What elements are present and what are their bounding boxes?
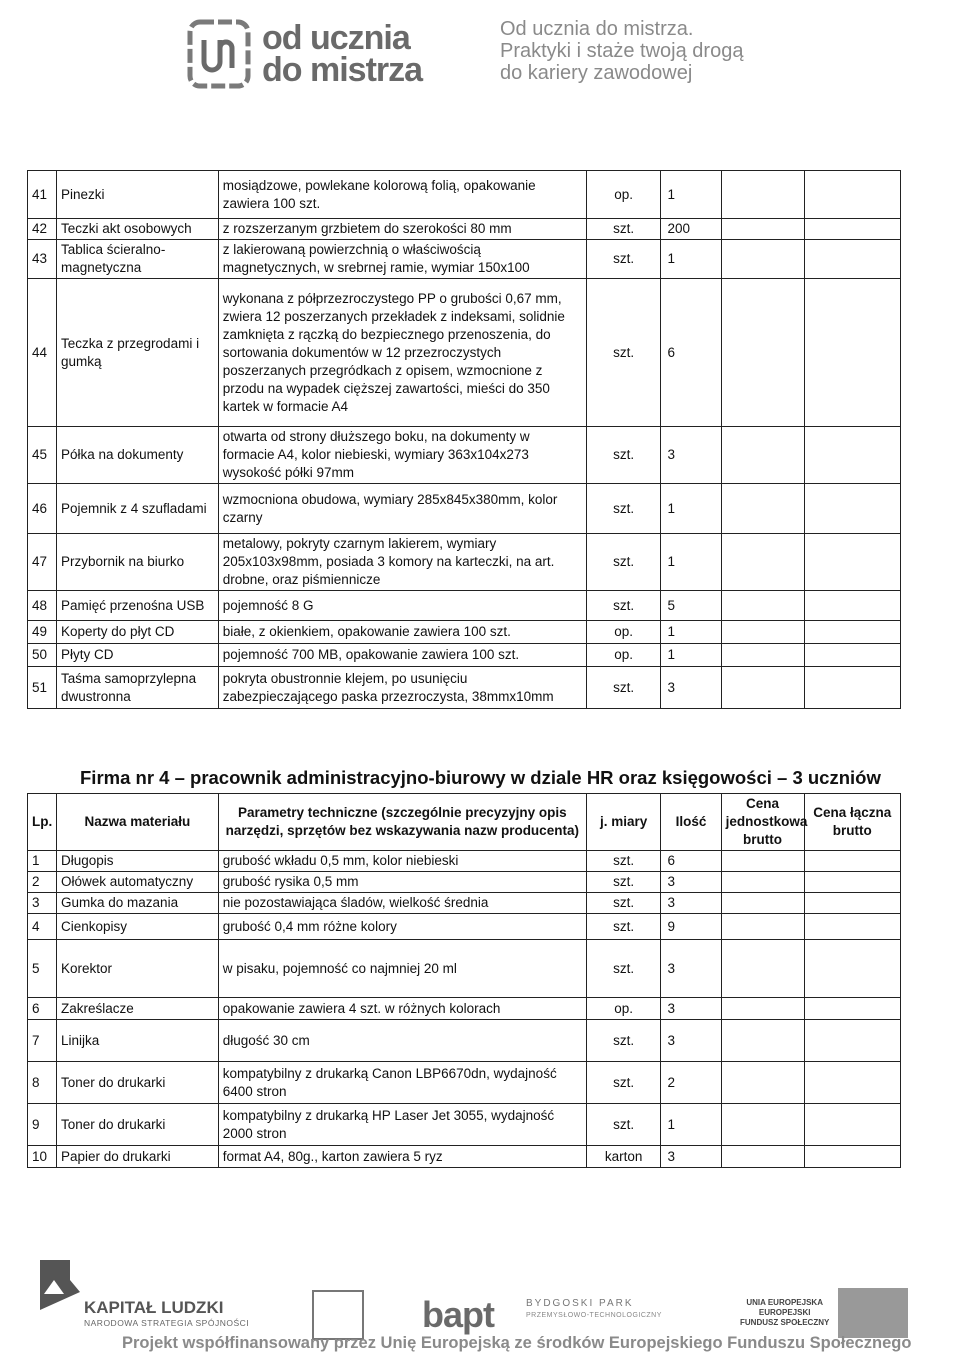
cell-lp: 45 xyxy=(28,427,57,484)
table-row xyxy=(28,998,901,1020)
table-row xyxy=(28,851,901,872)
table-row xyxy=(28,667,901,709)
cell-qty: 1 xyxy=(661,171,721,219)
table-row xyxy=(28,427,901,484)
cell-total xyxy=(804,1146,900,1168)
cell-total xyxy=(804,591,900,621)
cell-total xyxy=(804,940,900,998)
cell-lp: 47 xyxy=(28,534,57,591)
cell-unit: szt. xyxy=(586,279,661,427)
cell-unit: szt. xyxy=(586,1104,661,1146)
cell-qty: 1 xyxy=(661,621,721,644)
table-row xyxy=(28,591,901,621)
header-name: Nazwa materiału xyxy=(57,794,219,851)
cell-qty: 200 xyxy=(661,219,721,240)
cell-lp: 46 xyxy=(28,484,57,534)
cell-qty: 6 xyxy=(661,279,721,427)
cell-lp: 44 xyxy=(28,279,57,427)
cell-price xyxy=(721,1104,804,1146)
table-row xyxy=(28,1062,901,1104)
bapt-subtitle: BYDGOSKI PARK xyxy=(526,1298,634,1309)
cell-name: Cienkopisy xyxy=(57,914,219,940)
cell-price xyxy=(721,240,804,279)
cell-lp: 9 xyxy=(28,1104,57,1146)
cell-total xyxy=(804,851,900,872)
cell-name: Teczka z przegrodami i gumką xyxy=(57,279,219,427)
cell-lp: 10 xyxy=(28,1146,57,1168)
header-qty: Ilość xyxy=(661,794,721,851)
cell-lp: 5 xyxy=(28,940,57,998)
cell-qty: 1 xyxy=(661,1104,721,1146)
cell-params: wzmocniona obudowa, wymiary 285x845x380mm, kolor czarny xyxy=(218,484,586,534)
cell-lp: 1 xyxy=(28,851,57,872)
cell-name: Półka na dokumenty xyxy=(57,427,219,484)
funding-note: Projekt współfinansowany przez Unię Europejską ze środków Europejskiego Funduszu Społecznego xyxy=(122,1334,912,1352)
cell-total xyxy=(804,484,900,534)
cell-total xyxy=(804,1104,900,1146)
table-row xyxy=(28,240,901,279)
cell-total xyxy=(804,644,900,667)
cell-unit: op. xyxy=(586,171,661,219)
cell-name: Papier do drukarki xyxy=(57,1146,219,1168)
table-row xyxy=(28,279,901,427)
cell-params: nie pozostawiająca śladów, wielkość średnia xyxy=(218,893,586,914)
cell-price xyxy=(721,872,804,893)
cell-total xyxy=(804,219,900,240)
cell-lp: 49 xyxy=(28,621,57,644)
cell-name: Pamięć przenośna USB xyxy=(57,591,219,621)
cell-lp: 3 xyxy=(28,893,57,914)
logo-wordmark xyxy=(262,19,423,89)
page-header xyxy=(0,0,960,120)
logo-line-1: od ucznia xyxy=(262,19,410,57)
cell-params: kompatybilny z drukarką HP Laser Jet 3055, wydajność 2000 stron xyxy=(218,1104,586,1146)
cell-total xyxy=(804,427,900,484)
cell-lp: 48 xyxy=(28,591,57,621)
cell-name: Płyty CD xyxy=(57,644,219,667)
cell-price xyxy=(721,427,804,484)
cell-params: wykonana z półprzezroczystego PP o grubości 0,67 mm, zwiera 12 poszerzanych przekładek z indeksami, solidnie zamknięta z rączką do bezpiecznego przenoszenia, do sortowania dokumentów w 12 przezroczystych poszerzanych przegródkach z opisem, wzmocnione z przodu na wypadek cięższej zawartości, mieści do 350 kartek w formacie A4 xyxy=(218,279,586,427)
cell-total xyxy=(804,279,900,427)
table-row xyxy=(28,171,901,219)
cell-qty: 1 xyxy=(661,644,721,667)
cell-total xyxy=(804,1020,900,1062)
cell-unit: szt. xyxy=(586,1062,661,1104)
cell-qty: 5 xyxy=(661,591,721,621)
cell-total xyxy=(804,240,900,279)
cell-qty: 9 xyxy=(661,914,721,940)
table-header-row xyxy=(28,794,901,851)
cell-price xyxy=(721,1062,804,1104)
cell-unit: szt. xyxy=(586,1020,661,1062)
pti-logo-icon xyxy=(312,1290,364,1340)
cell-qty: 3 xyxy=(661,998,721,1020)
cell-qty: 1 xyxy=(661,240,721,279)
table-row xyxy=(28,644,901,667)
cell-params: kompatybilny z drukarką Canon LBP6670dn, wydajność 6400 stron xyxy=(218,1062,586,1104)
table-row xyxy=(28,621,901,644)
cell-unit: karton xyxy=(586,1146,661,1168)
table-row xyxy=(28,893,901,914)
cell-total xyxy=(804,171,900,219)
cell-params: opakowanie zawiera 4 szt. w różnych kolorach xyxy=(218,998,586,1020)
cell-price xyxy=(721,279,804,427)
cell-name: Gumka do mazania xyxy=(57,893,219,914)
cell-qty: 1 xyxy=(661,484,721,534)
cell-qty: 3 xyxy=(661,667,721,709)
cell-price xyxy=(721,591,804,621)
cell-qty: 3 xyxy=(661,893,721,914)
cell-name: Ołówek automatyczny xyxy=(57,872,219,893)
cell-name: Zakreślacze xyxy=(57,998,219,1020)
cell-price xyxy=(721,1146,804,1168)
table-row xyxy=(28,219,901,240)
cell-unit: szt. xyxy=(586,484,661,534)
cell-qty: 3 xyxy=(661,1020,721,1062)
bapt-subtitle-2: PRZEMYSŁOWO-TECHNOLOGICZNY xyxy=(526,1312,662,1319)
cell-params: pokryta obustronnie klejem, po usunięciu zabezpieczającego paska przezroczysta, 38mmx10mm xyxy=(218,667,586,709)
cell-name: Toner do drukarki xyxy=(57,1104,219,1146)
cell-qty: 1 xyxy=(661,534,721,591)
section-title: Firma nr 4 – pracownik administracyjno-biurowy w dziale HR oraz księgowości – 3 uczniów xyxy=(80,767,881,788)
cell-price xyxy=(721,219,804,240)
cell-unit: op. xyxy=(586,644,661,667)
cell-unit: szt. xyxy=(586,851,661,872)
cell-params: białe, z okienkiem, opakowanie zawiera 100 szt. xyxy=(218,621,586,644)
cell-params: długość 30 cm xyxy=(218,1020,586,1062)
cell-name: Pojemnik z 4 szufladami xyxy=(57,484,219,534)
cell-params: pojemność 700 MB, opakowanie zawiera 100 szt. xyxy=(218,644,586,667)
cell-qty: 3 xyxy=(661,1146,721,1168)
table-row xyxy=(28,534,901,591)
cell-price xyxy=(721,851,804,872)
slogan-line-1: Od ucznia do mistrza. xyxy=(500,18,694,40)
cell-price xyxy=(721,998,804,1020)
cell-params: grubość rysika 0,5 mm xyxy=(218,872,586,893)
slogan xyxy=(500,18,743,84)
cell-lp: 4 xyxy=(28,914,57,940)
header-params: Parametry techniczne (szczególnie precyzyjny opis narzędzi, sprzętów bez wskazywania nazw producenta) xyxy=(218,794,586,851)
cell-price xyxy=(721,534,804,591)
cell-total xyxy=(804,893,900,914)
cell-name: Linijka xyxy=(57,1020,219,1062)
logo-line-2: do mistrza xyxy=(262,51,423,89)
slogan-line-3: do kariery zawodowej xyxy=(500,62,693,84)
cell-lp: 7 xyxy=(28,1020,57,1062)
cell-lp: 51 xyxy=(28,667,57,709)
cell-total xyxy=(804,998,900,1020)
cell-price xyxy=(721,940,804,998)
table-row xyxy=(28,1104,901,1146)
header-lp: Lp. xyxy=(28,794,57,851)
header-total: Cena łączna brutto xyxy=(804,794,900,851)
cell-price xyxy=(721,171,804,219)
cell-lp: 8 xyxy=(28,1062,57,1104)
cell-price xyxy=(721,914,804,940)
cell-params: pojemność 8 G xyxy=(218,591,586,621)
cell-params: format A4, 80g., karton zawiera 5 ryz xyxy=(218,1146,586,1168)
cell-params: w pisaku, pojemność co najmniej 20 ml xyxy=(218,940,586,998)
table-row xyxy=(28,940,901,998)
cell-lp: 41 xyxy=(28,171,57,219)
cell-unit: szt. xyxy=(586,940,661,998)
bapt-logo: bapt xyxy=(422,1294,494,1335)
cell-name: Długopis xyxy=(57,851,219,872)
cell-unit: szt. xyxy=(586,872,661,893)
cell-price xyxy=(721,893,804,914)
cell-qty: 3 xyxy=(661,427,721,484)
header-unit: j. miary xyxy=(586,794,661,851)
eu-line-2: EUROPEJSKI xyxy=(758,1308,811,1317)
table-row xyxy=(28,1146,901,1168)
cell-name: Teczki akt osobowych xyxy=(57,219,219,240)
cell-lp: 2 xyxy=(28,872,57,893)
eu-text xyxy=(740,1298,829,1328)
header-price: Cena jednostkowa brutto xyxy=(721,794,804,851)
cell-price xyxy=(721,667,804,709)
cell-name: Koperty do płyt CD xyxy=(57,621,219,644)
cell-total xyxy=(804,914,900,940)
cell-unit: op. xyxy=(586,621,661,644)
cell-unit: szt. xyxy=(586,667,661,709)
eu-line-3: FUNDUSZ SPOŁECZNY xyxy=(740,1318,830,1327)
cell-name: Toner do drukarki xyxy=(57,1062,219,1104)
cell-name: Przybornik na biurko xyxy=(57,534,219,591)
cell-qty: 2 xyxy=(661,1062,721,1104)
cell-unit: szt. xyxy=(586,893,661,914)
cell-params: otwarta od strony dłuższego boku, na dokumenty w formacie A4, kolor niebieski, wymiary 363x104x273 wysokość półki 97mm xyxy=(218,427,586,484)
cell-params: z lakierowaną powierzchnią o właściwością magnetycznych, w srebrnej ramie, wymiar 150x100 xyxy=(218,240,586,279)
cell-lp: 42 xyxy=(28,219,57,240)
table-row xyxy=(28,484,901,534)
cell-lp: 50 xyxy=(28,644,57,667)
cell-unit: szt. xyxy=(586,534,661,591)
cell-name: Korektor xyxy=(57,940,219,998)
cell-qty: 3 xyxy=(661,940,721,998)
cell-unit: szt. xyxy=(586,240,661,279)
cell-unit: szt. xyxy=(586,591,661,621)
cell-qty: 6 xyxy=(661,851,721,872)
page-footer xyxy=(0,1240,960,1362)
cell-total xyxy=(804,621,900,644)
kapital-ludzki-title: KAPITAŁ LUDZKI xyxy=(84,1298,224,1317)
eu-line-1: UNIA EUROPEJSKA xyxy=(746,1298,823,1307)
cell-name: Tablica ścieralno-magnetyczna xyxy=(57,240,219,279)
cell-total xyxy=(804,1062,900,1104)
cell-lp: 43 xyxy=(28,240,57,279)
cell-lp: 6 xyxy=(28,998,57,1020)
table-row xyxy=(28,1020,901,1062)
cell-price xyxy=(721,621,804,644)
table-row xyxy=(28,872,901,893)
cell-params: grubość wkładu 0,5 mm, kolor niebieski xyxy=(218,851,586,872)
slogan-line-2: Praktyki i staże twoją drogą xyxy=(500,40,744,62)
eu-flag-icon xyxy=(838,1288,908,1338)
cell-params: mosiądzowe, powlekane kolorową folią, opakowanie zawiera 100 szt. xyxy=(218,171,586,219)
cell-unit: op. xyxy=(586,998,661,1020)
materials-table-firm-4 xyxy=(27,793,901,1168)
cell-price xyxy=(721,644,804,667)
cell-total xyxy=(804,534,900,591)
cell-price xyxy=(721,1020,804,1062)
cell-total xyxy=(804,872,900,893)
cell-params: z rozszerzanym grzbietem do szerokości 80 mm xyxy=(218,219,586,240)
kapital-ludzki-subtitle: NARODOWA STRATEGIA SPÓJNOŚCI xyxy=(84,1318,250,1328)
cell-params: metalowy, pokryty czarnym lakierem, wymiary 205x103x98mm, posiada 3 komory na karteczki, na art. drobne, oraz piśmiennicze xyxy=(218,534,586,591)
table-row xyxy=(28,914,901,940)
cell-name: Pinezki xyxy=(57,171,219,219)
cell-unit: szt. xyxy=(586,914,661,940)
cell-price xyxy=(721,484,804,534)
cell-name: Taśma samoprzylepna dwustronna xyxy=(57,667,219,709)
cell-unit: szt. xyxy=(586,427,661,484)
cell-total xyxy=(804,667,900,709)
um-logo-icon xyxy=(186,18,252,90)
cell-unit: szt. xyxy=(586,219,661,240)
materials-table-continued xyxy=(27,170,901,709)
cell-params: grubość 0,4 mm różne kolory xyxy=(218,914,586,940)
cell-qty: 3 xyxy=(661,872,721,893)
